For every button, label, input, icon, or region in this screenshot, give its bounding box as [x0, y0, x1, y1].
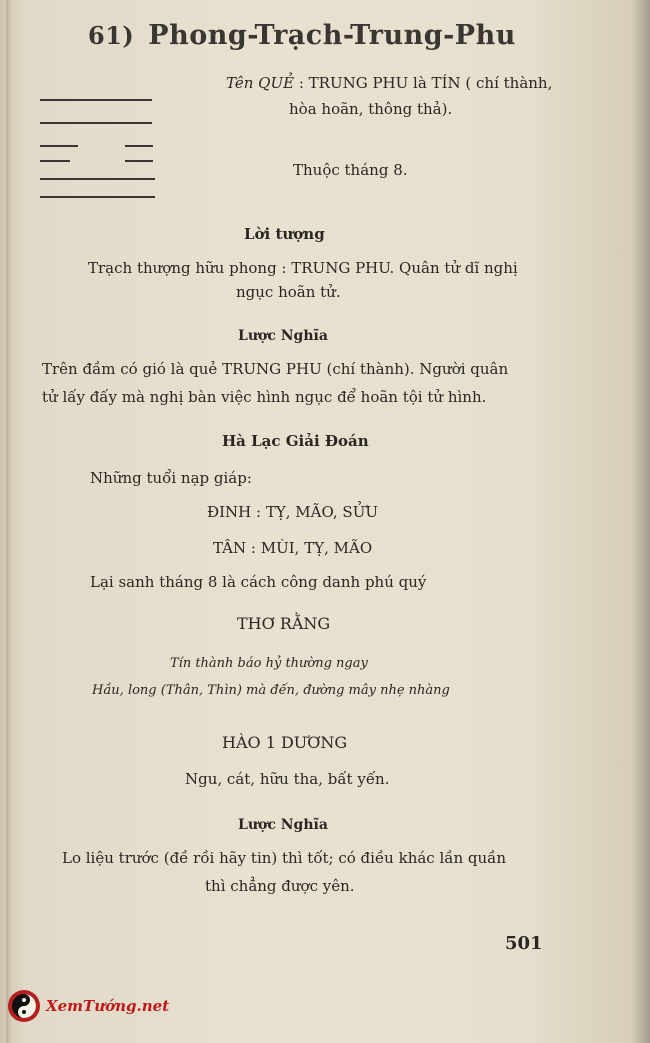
- luoc-nghia-line-3: Lo liệu trước (đề rồi hãy tin) thì tốt; có điều khác lần quần: [62, 849, 506, 867]
- luoc-nghia-line-4: thì chẳng được yên.: [205, 877, 355, 895]
- hao-text: Ngu, cát, hữu tha, bất yến.: [185, 770, 390, 788]
- site-brand[interactable]: XemTướng.net: [46, 997, 170, 1015]
- heading-hao: HÀO 1 DƯƠNG: [222, 733, 348, 752]
- heading-luoc-nghia-1: Lược Nghĩa: [238, 328, 328, 344]
- hexagram-line-4a: [40, 160, 70, 162]
- title-number: 61): [88, 21, 135, 50]
- heading-luoc-nghia-2: Lược Nghĩa: [238, 817, 328, 833]
- dinh-text: ĐINH : TỴ, MÃO, SỬU: [207, 503, 378, 521]
- page-title: [88, 20, 516, 51]
- heading-loi-tuong: Lời tượng: [244, 225, 325, 243]
- loi-tuong-line-2: ngục hoãn tử.: [236, 283, 341, 301]
- hexagram-line-1: [40, 99, 152, 101]
- loi-tuong-line-1: Trạch thượng hữu phong : TRUNG PHU. Quân tử dĩ nghị: [88, 259, 518, 277]
- poem-line-2: Hầu, long (Thân, Thìn) mà đến, đường mây nhẹ nhàng: [92, 683, 450, 698]
- hexagram-line-2: [40, 122, 152, 124]
- poem-line-1: Tín thành báo hỷ thường ngay: [170, 656, 368, 671]
- name-line-2: hòa hoãn, thông thả).: [289, 100, 453, 118]
- hexagram-line-6: [40, 196, 155, 198]
- hexagram-line-5: [40, 178, 155, 180]
- name-text: : TRUNG PHU là TÍN ( chí thành,: [298, 74, 553, 92]
- page-number: 501: [505, 933, 543, 954]
- luoc-nghia-line-2: tử lấy đấy mà nghị bàn việc hình ngục để hoãn tội tử hình.: [42, 388, 487, 406]
- heading-tho-rang: THƠ RẰNG: [237, 614, 331, 633]
- tan-text: TÂN : MÙI, TỴ, MÃO: [213, 539, 373, 557]
- name-label: Tên QUẺ: [226, 74, 295, 92]
- page-fold: [6, 0, 12, 1043]
- hexagram-line-3a: [40, 145, 78, 147]
- yin-yang-icon: [8, 990, 40, 1022]
- luoc-nghia-line-1: Trên đầm có gió là quẻ TRUNG PHU (chí thành). Người quân: [42, 360, 509, 378]
- hexagram-line-3b: [125, 145, 153, 147]
- heading-ha-lac: Hà Lạc Giải Đoán: [222, 432, 369, 450]
- hexagram-line-4b: [125, 160, 153, 162]
- lai-sanh-text: Lại sanh tháng 8 là cách công danh phú quý: [90, 573, 427, 591]
- nap-giap-text: Những tuổi nạp giáp:: [90, 469, 252, 487]
- title-text: Phong-Trạch-Trung-Phu: [148, 20, 516, 51]
- name-line-1: [226, 74, 552, 92]
- month-text: Thuộc tháng 8.: [293, 161, 408, 179]
